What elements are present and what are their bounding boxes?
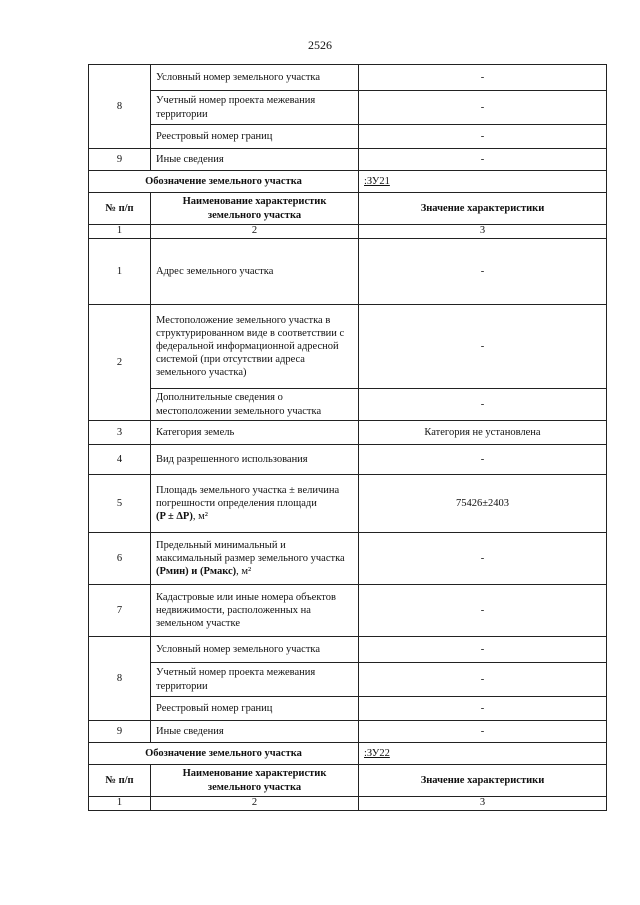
size-formula: (Pмин) и (Pмакс) <box>156 566 237 578</box>
table-row <box>89 637 607 663</box>
characteristic-name: Местоположение земельного участка в структурированном виде в соответствии с федеральной информационной адресной системой (при отсутствии адреса земельного участка) <box>151 305 359 389</box>
column-index: 2 <box>151 797 359 811</box>
column-header-value: Значение характеристики <box>359 193 607 225</box>
characteristic-name: Кадастровые или иные номера объектов недвижимости, расположенных на земельном участке <box>151 585 359 637</box>
table-row <box>89 239 607 305</box>
column-index-row <box>89 797 607 811</box>
characteristic-name: Учетный номер проекта межевания территории <box>151 663 359 697</box>
row-number: 1 <box>89 239 151 305</box>
characteristic-value: - <box>359 305 607 389</box>
characteristic-value: - <box>359 149 607 171</box>
characteristic-name <box>151 475 359 533</box>
characteristic-name: Реестровый номер границ <box>151 125 359 149</box>
designation-value: :ЗУ22 <box>359 743 607 765</box>
characteristic-value: Категория не установлена <box>359 421 607 445</box>
table-row <box>89 305 607 389</box>
table-row <box>89 663 607 697</box>
table-row <box>89 475 607 533</box>
area-formula: (P ± ΔP) <box>156 511 193 523</box>
row-number: 8 <box>89 65 151 149</box>
table-row <box>89 697 607 721</box>
characteristic-name: Условный номер земельного участка <box>151 65 359 91</box>
characteristic-name: Категория земель <box>151 421 359 445</box>
column-header-name: Наименование характеристик земельного участка <box>151 765 359 797</box>
table-row <box>89 125 607 149</box>
table-row <box>89 721 607 743</box>
row-number: 2 <box>89 305 151 421</box>
parcel-designation-row <box>89 743 607 765</box>
characteristic-value: - <box>359 585 607 637</box>
column-header-name: Наименование характеристик земельного участка <box>151 193 359 225</box>
land-parcel-table <box>88 64 607 811</box>
row-number: 5 <box>89 475 151 533</box>
column-index: 1 <box>89 225 151 239</box>
area-unit: , м² <box>192 511 208 523</box>
designation-label: Обозначение земельного участка <box>89 743 359 765</box>
designation-value: :ЗУ21 <box>359 171 607 193</box>
page-number: 2526 <box>308 38 332 52</box>
column-header-value: Значение характеристики <box>359 765 607 797</box>
row-number: 7 <box>89 585 151 637</box>
characteristic-value: - <box>359 65 607 91</box>
row-number: 9 <box>89 721 151 743</box>
table-row <box>89 65 607 91</box>
column-header-row <box>89 193 607 225</box>
characteristic-name: Условный номер земельного участка <box>151 637 359 663</box>
table-row <box>89 389 607 421</box>
row-number: 8 <box>89 637 151 721</box>
column-index: 1 <box>89 797 151 811</box>
characteristic-name: Реестровый номер границ <box>151 697 359 721</box>
characteristic-name: Иные сведения <box>151 149 359 171</box>
characteristic-value: - <box>359 663 607 697</box>
row-number: 3 <box>89 421 151 445</box>
characteristic-name: Дополнительные сведения о местоположении земельного участка <box>151 389 359 421</box>
table-row <box>89 91 607 125</box>
table-row <box>89 585 607 637</box>
column-index-row <box>89 225 607 239</box>
row-number: 4 <box>89 445 151 475</box>
characteristic-name: Учетный номер проекта межевания территории <box>151 91 359 125</box>
designation-label: Обозначение земельного участка <box>89 171 359 193</box>
column-header-row <box>89 765 607 797</box>
table-row <box>89 149 607 171</box>
column-header-num: № п/п <box>89 765 151 797</box>
column-index: 3 <box>359 797 607 811</box>
characteristic-value: - <box>359 445 607 475</box>
row-number: 9 <box>89 149 151 171</box>
characteristic-name: Адрес земельного участка <box>151 239 359 305</box>
characteristic-text: Площадь земельного участка ± величина погрешности определения площади <box>156 484 340 509</box>
characteristic-value: - <box>359 721 607 743</box>
column-index: 2 <box>151 225 359 239</box>
characteristic-value: - <box>359 637 607 663</box>
size-unit: , м² <box>236 566 252 578</box>
characteristic-value: - <box>359 533 607 585</box>
characteristic-value: 75426±2403 <box>359 475 607 533</box>
table-row <box>89 445 607 475</box>
row-number: 6 <box>89 533 151 585</box>
table-row <box>89 421 607 445</box>
characteristic-text: Предельный минимальный и максимальный размер земельного участка <box>156 539 345 564</box>
parcel-designation-row <box>89 171 607 193</box>
column-header-num: № п/п <box>89 193 151 225</box>
characteristic-name: Иные сведения <box>151 721 359 743</box>
characteristic-name <box>151 533 359 585</box>
column-index: 3 <box>359 225 607 239</box>
characteristic-value: - <box>359 125 607 149</box>
characteristic-name: Вид разрешенного использования <box>151 445 359 475</box>
characteristic-value: - <box>359 91 607 125</box>
characteristic-value: - <box>359 697 607 721</box>
characteristic-value: - <box>359 239 607 305</box>
characteristic-value: - <box>359 389 607 421</box>
table-row <box>89 533 607 585</box>
